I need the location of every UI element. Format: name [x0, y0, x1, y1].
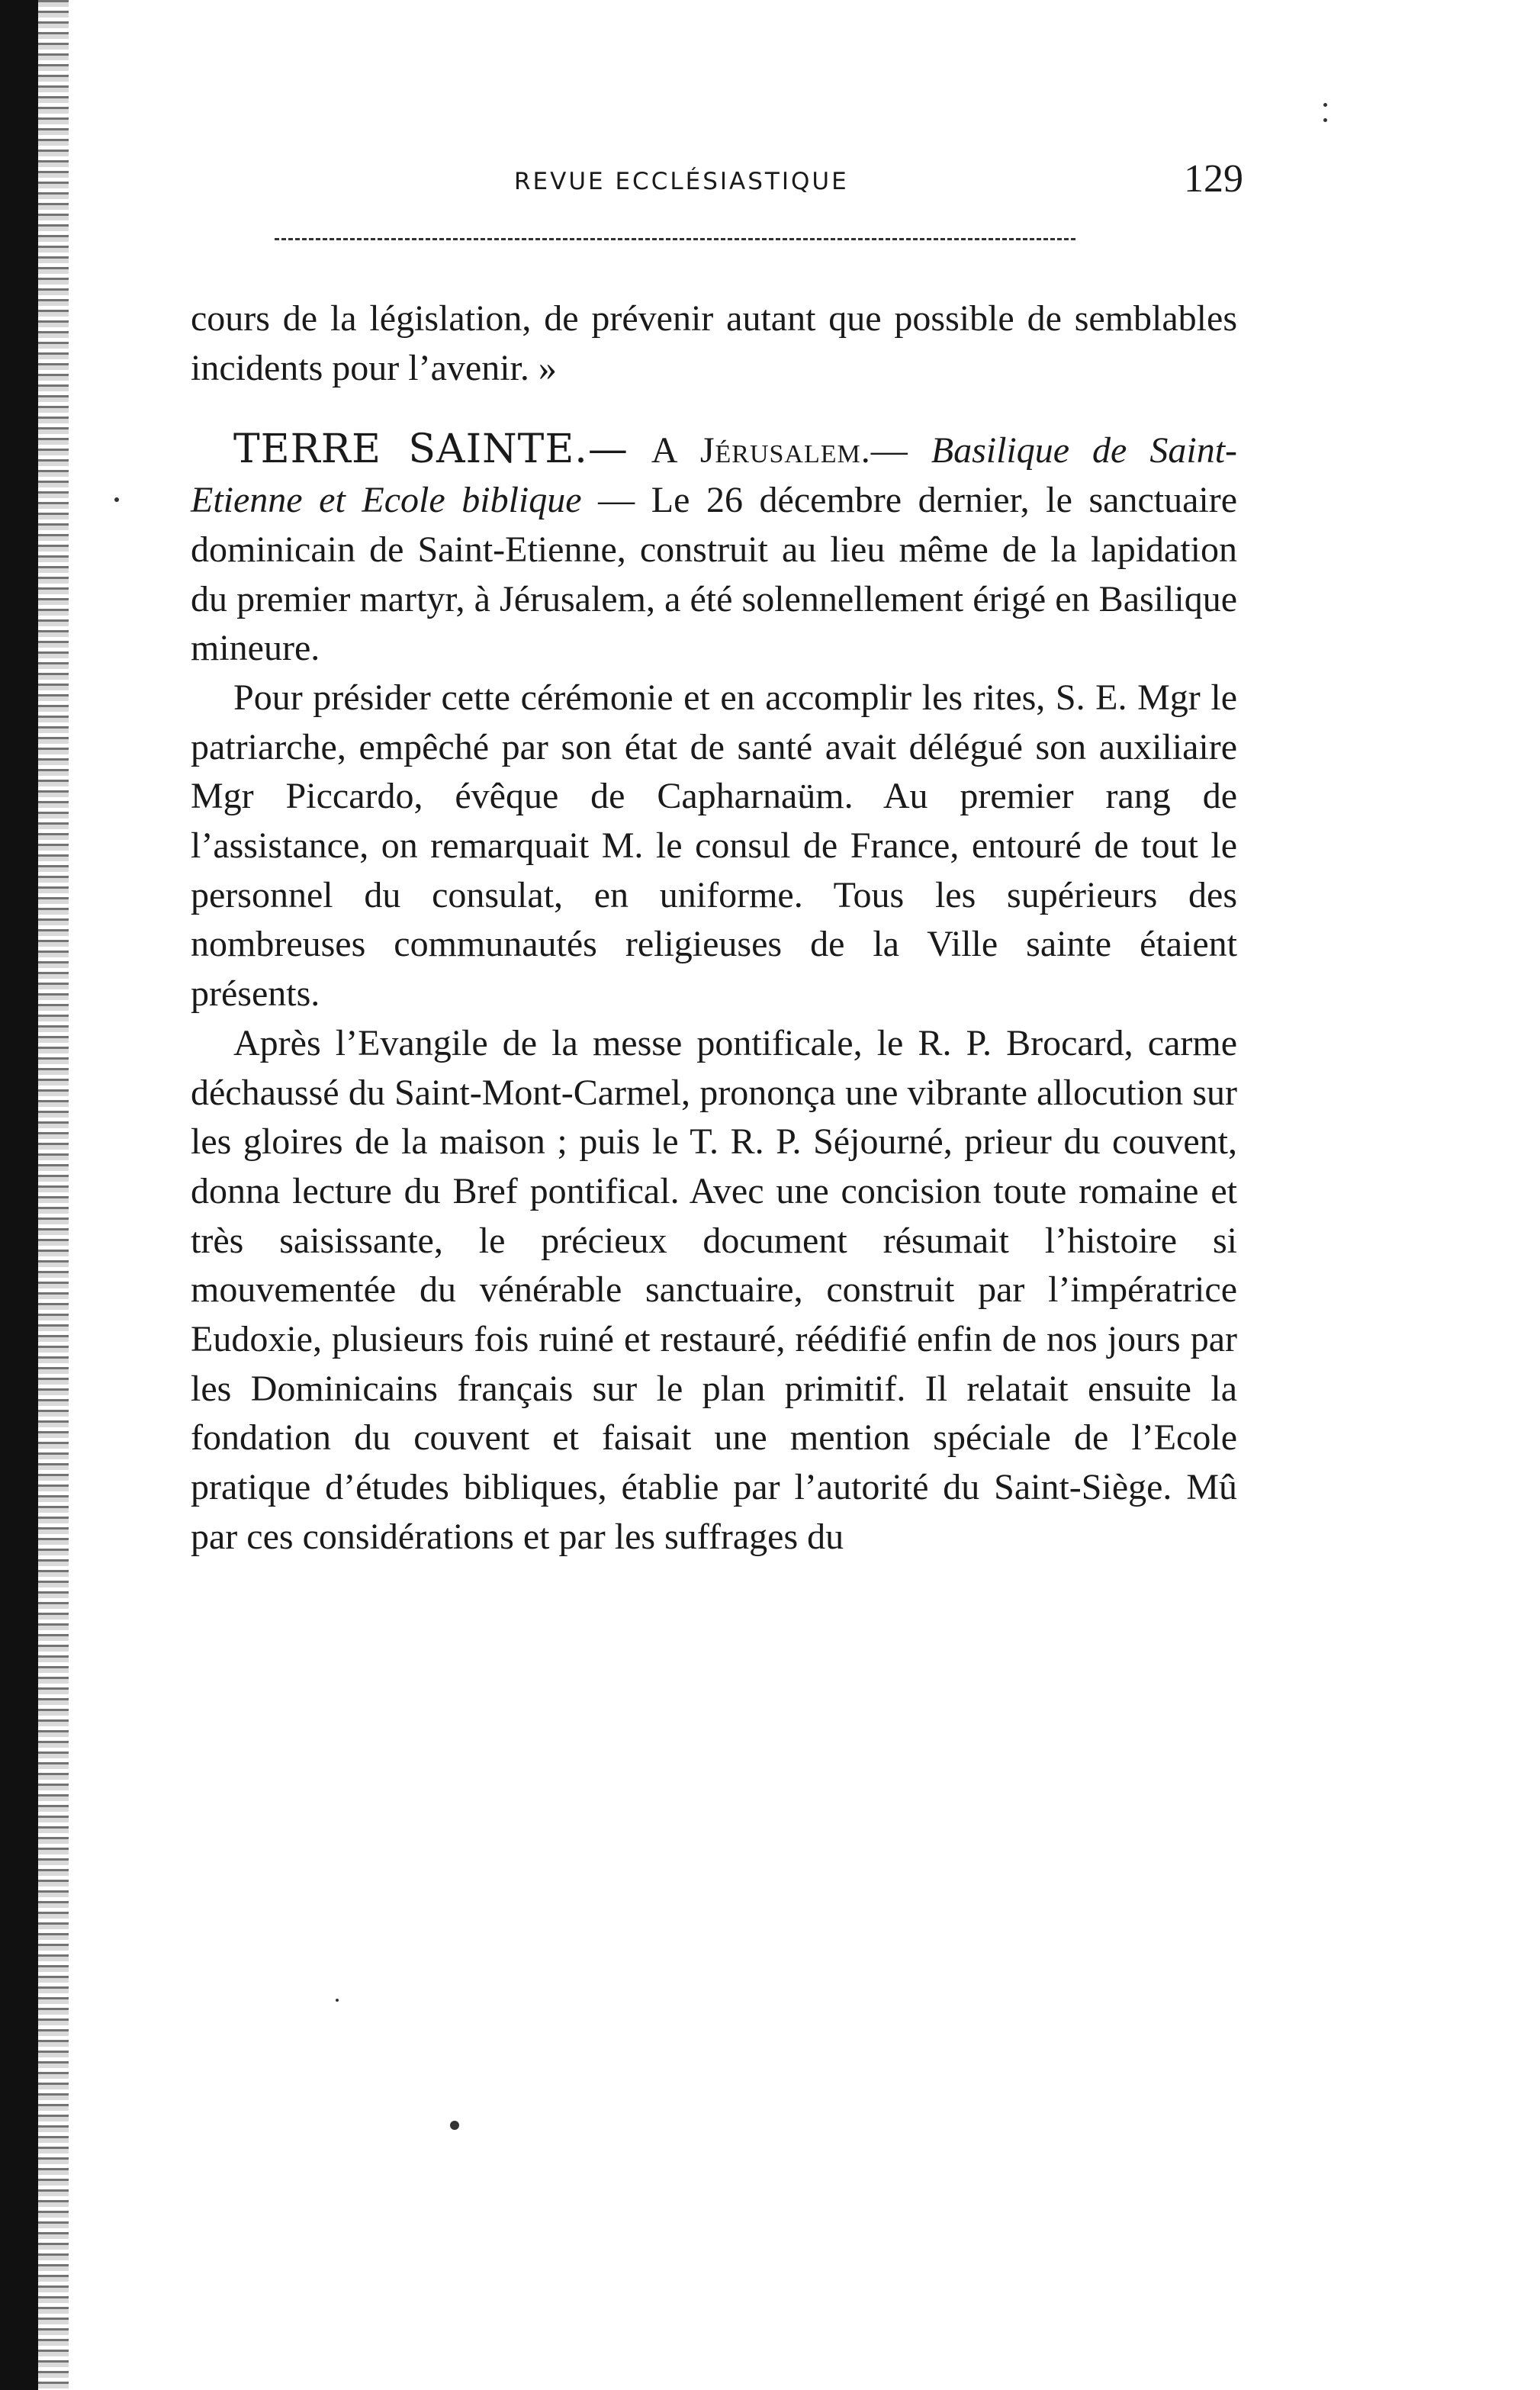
section-paragraph — [191, 425, 1237, 674]
paragraph-continuation: cours de la législation, de prévenir autant que possible de semblables incidents pour l’avenir. » — [191, 298, 1237, 388]
ink-speck — [1323, 118, 1327, 122]
paragraph: Après l’Evangile de la messe pontificale, le R. P. Brocard, carme déchaussé du Saint-Mont-Carmel, prononça une vibrante allocution sur les gloires de la maison ; puis le T. R. P. Séjourné, prieur du couvent, donna lecture du Bref pontifical. Avec une concision toute romaine et très saisissante, le précieux document résumait l’histoire si mouvementée du vénérable sanctuaire, construit par l’impératrice Eudoxie, plusieurs fois ruiné et restauré, réédifié enfin de nos jours par les Dominicains français sur le plan primitif. Il relatait ensuite la fondation du couvent et faisait une mention spéciale de l’Ecole pratique d’études bibliques, établie par l’autorité du Saint-Siège. Mû par ces considérations et par les suffrages du — [191, 1022, 1237, 1557]
section-subject: Basilique de Saint-Etienne et Ecole biblique — [191, 430, 1238, 521]
section-heading: TERRE SAINTE.— — [233, 426, 629, 473]
running-title: REVUE ECCLÉSIASTIQUE — [514, 168, 849, 195]
section-dash: — — [581, 480, 651, 521]
ink-speck — [336, 1999, 339, 2002]
ink-speck — [114, 497, 119, 502]
paragraph-text: Le 26 décembre dernier, le sanctuaire dominicain de Saint-Etienne, construit au lieu même de la lapidation du premier martyr, à Jérusalem, a été solennellement érigé en Basilique mineure. — [191, 480, 1238, 669]
article-text — [191, 294, 1237, 1562]
ink-speck — [450, 2121, 459, 2130]
paragraph: Pour présider cette cérémonie et en accomplir les rites, S. E. Mgr le patriarche, empêché par son état de santé avait délégué son auxiliaire Mgr Piccardo, évêque de Capharnaüm. Au premier rang de l’assistance, on remarquait M. le consul de France, entouré de tout le personnel du consulat, en uniforme. Tous les supérieurs des nombreuses communautés religieuses de la Ville sainte étaient présents. — [191, 677, 1237, 1015]
binding-edge — [0, 0, 38, 2390]
section-place: A Jérusalem.— — [651, 430, 908, 471]
page-number: 129 — [1184, 157, 1243, 201]
ink-speck — [1323, 103, 1327, 107]
header-rule — [275, 238, 1075, 240]
page-header — [191, 153, 1243, 206]
